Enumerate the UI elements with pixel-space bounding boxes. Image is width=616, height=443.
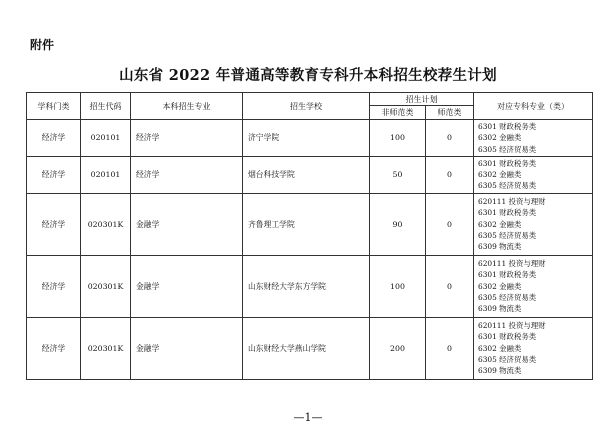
cell-school: 齐鲁理工学院 xyxy=(243,193,370,255)
related-major-item: 6309 物流类 xyxy=(478,242,522,252)
cell-major: 金融学 xyxy=(131,317,243,379)
cell-non-teacher: 100 xyxy=(370,120,426,157)
cell-code: 020301K xyxy=(81,317,131,379)
related-major-item: 620111 投资与理财 xyxy=(478,259,546,269)
related-major-item: 6309 物流类 xyxy=(478,304,522,314)
cell-category: 经济学 xyxy=(27,120,81,157)
cell-school: 烟台科技学院 xyxy=(243,156,370,193)
related-major-item: 6305 经济贸易类 xyxy=(478,292,537,302)
related-major-item: 6305 经济贸易类 xyxy=(478,144,537,154)
table-row xyxy=(27,193,593,255)
related-major-item: 6301 财政税务类 xyxy=(478,332,537,342)
related-major-item: 6301 财政税务类 xyxy=(478,158,537,168)
cell-non-teacher: 90 xyxy=(370,193,426,255)
related-major-item: 6305 经济贸易类 xyxy=(478,230,537,240)
related-major-item: 6301 财政税务类 xyxy=(478,270,537,280)
page-number: —1— xyxy=(293,411,323,424)
related-major-item: 6302 金融类 xyxy=(478,343,522,353)
related-major-item: 6305 经济贸易类 xyxy=(478,354,537,364)
cell-related-majors xyxy=(474,120,593,157)
related-major-item: 6302 金融类 xyxy=(478,133,522,143)
table-row xyxy=(27,120,593,157)
related-major-item: 6301 财政税务类 xyxy=(478,208,537,218)
header-major: 本科招生专业 xyxy=(131,93,243,120)
cell-code: 020301K xyxy=(81,193,131,255)
cell-major: 金融学 xyxy=(131,193,243,255)
cell-code: 020101 xyxy=(81,120,131,157)
related-major-item: 6302 金融类 xyxy=(478,281,522,291)
table-row xyxy=(27,317,593,379)
related-major-item: 6301 财政税务类 xyxy=(478,122,537,131)
cell-category: 经济学 xyxy=(27,317,81,379)
cell-related-majors xyxy=(474,255,593,317)
cell-teacher: 0 xyxy=(426,156,474,193)
attachment-label: 附件 xyxy=(30,38,55,52)
document-title: 山东省 2022 年普通高等教育专科升本科招生校荐生计划 xyxy=(119,67,497,84)
cell-category: 经济学 xyxy=(27,255,81,317)
related-major-item: 6309 物流类 xyxy=(478,366,522,376)
table-body xyxy=(27,120,593,380)
cell-major: 金融学 xyxy=(131,255,243,317)
cell-non-teacher: 100 xyxy=(370,255,426,317)
table-row xyxy=(27,156,593,193)
cell-non-teacher: 50 xyxy=(370,156,426,193)
cell-teacher: 0 xyxy=(426,193,474,255)
cell-related-majors xyxy=(474,193,593,255)
cell-related-majors xyxy=(474,317,593,379)
table-row xyxy=(27,255,593,317)
cell-teacher: 0 xyxy=(426,255,474,317)
header-plan: 招生计划 xyxy=(370,93,474,106)
cell-code: 020301K xyxy=(81,255,131,317)
header-code: 招生代码 xyxy=(81,93,131,120)
cell-school: 济宁学院 xyxy=(243,120,370,157)
related-major-item: 620111 投资与理财 xyxy=(478,197,546,207)
header-non-teacher: 非师范类 xyxy=(370,106,426,120)
cell-non-teacher: 200 xyxy=(370,317,426,379)
cell-teacher: 0 xyxy=(426,120,474,157)
header-school: 招生学校 xyxy=(243,93,370,120)
cell-category: 经济学 xyxy=(27,193,81,255)
related-major-item: 6305 经济贸易类 xyxy=(478,181,537,191)
cell-school: 山东财经大学东方学院 xyxy=(243,255,370,317)
related-major-item: 6302 金融类 xyxy=(478,219,522,229)
header-category: 学科门类 xyxy=(27,93,81,120)
cell-major: 经济学 xyxy=(131,156,243,193)
cell-major: 经济学 xyxy=(131,120,243,157)
header-teacher: 师范类 xyxy=(426,106,474,120)
cell-teacher: 0 xyxy=(426,317,474,379)
cell-category: 经济学 xyxy=(27,156,81,193)
cell-school: 山东财经大学燕山学院 xyxy=(243,317,370,379)
cell-code: 020101 xyxy=(81,156,131,193)
enrollment-plan-table xyxy=(26,92,593,380)
related-major-item: 620111 投资与理财 xyxy=(478,321,546,331)
cell-related-majors xyxy=(474,156,593,193)
header-related-majors: 对应专科专业（类） xyxy=(474,93,593,120)
related-major-item: 6302 金融类 xyxy=(478,170,522,180)
